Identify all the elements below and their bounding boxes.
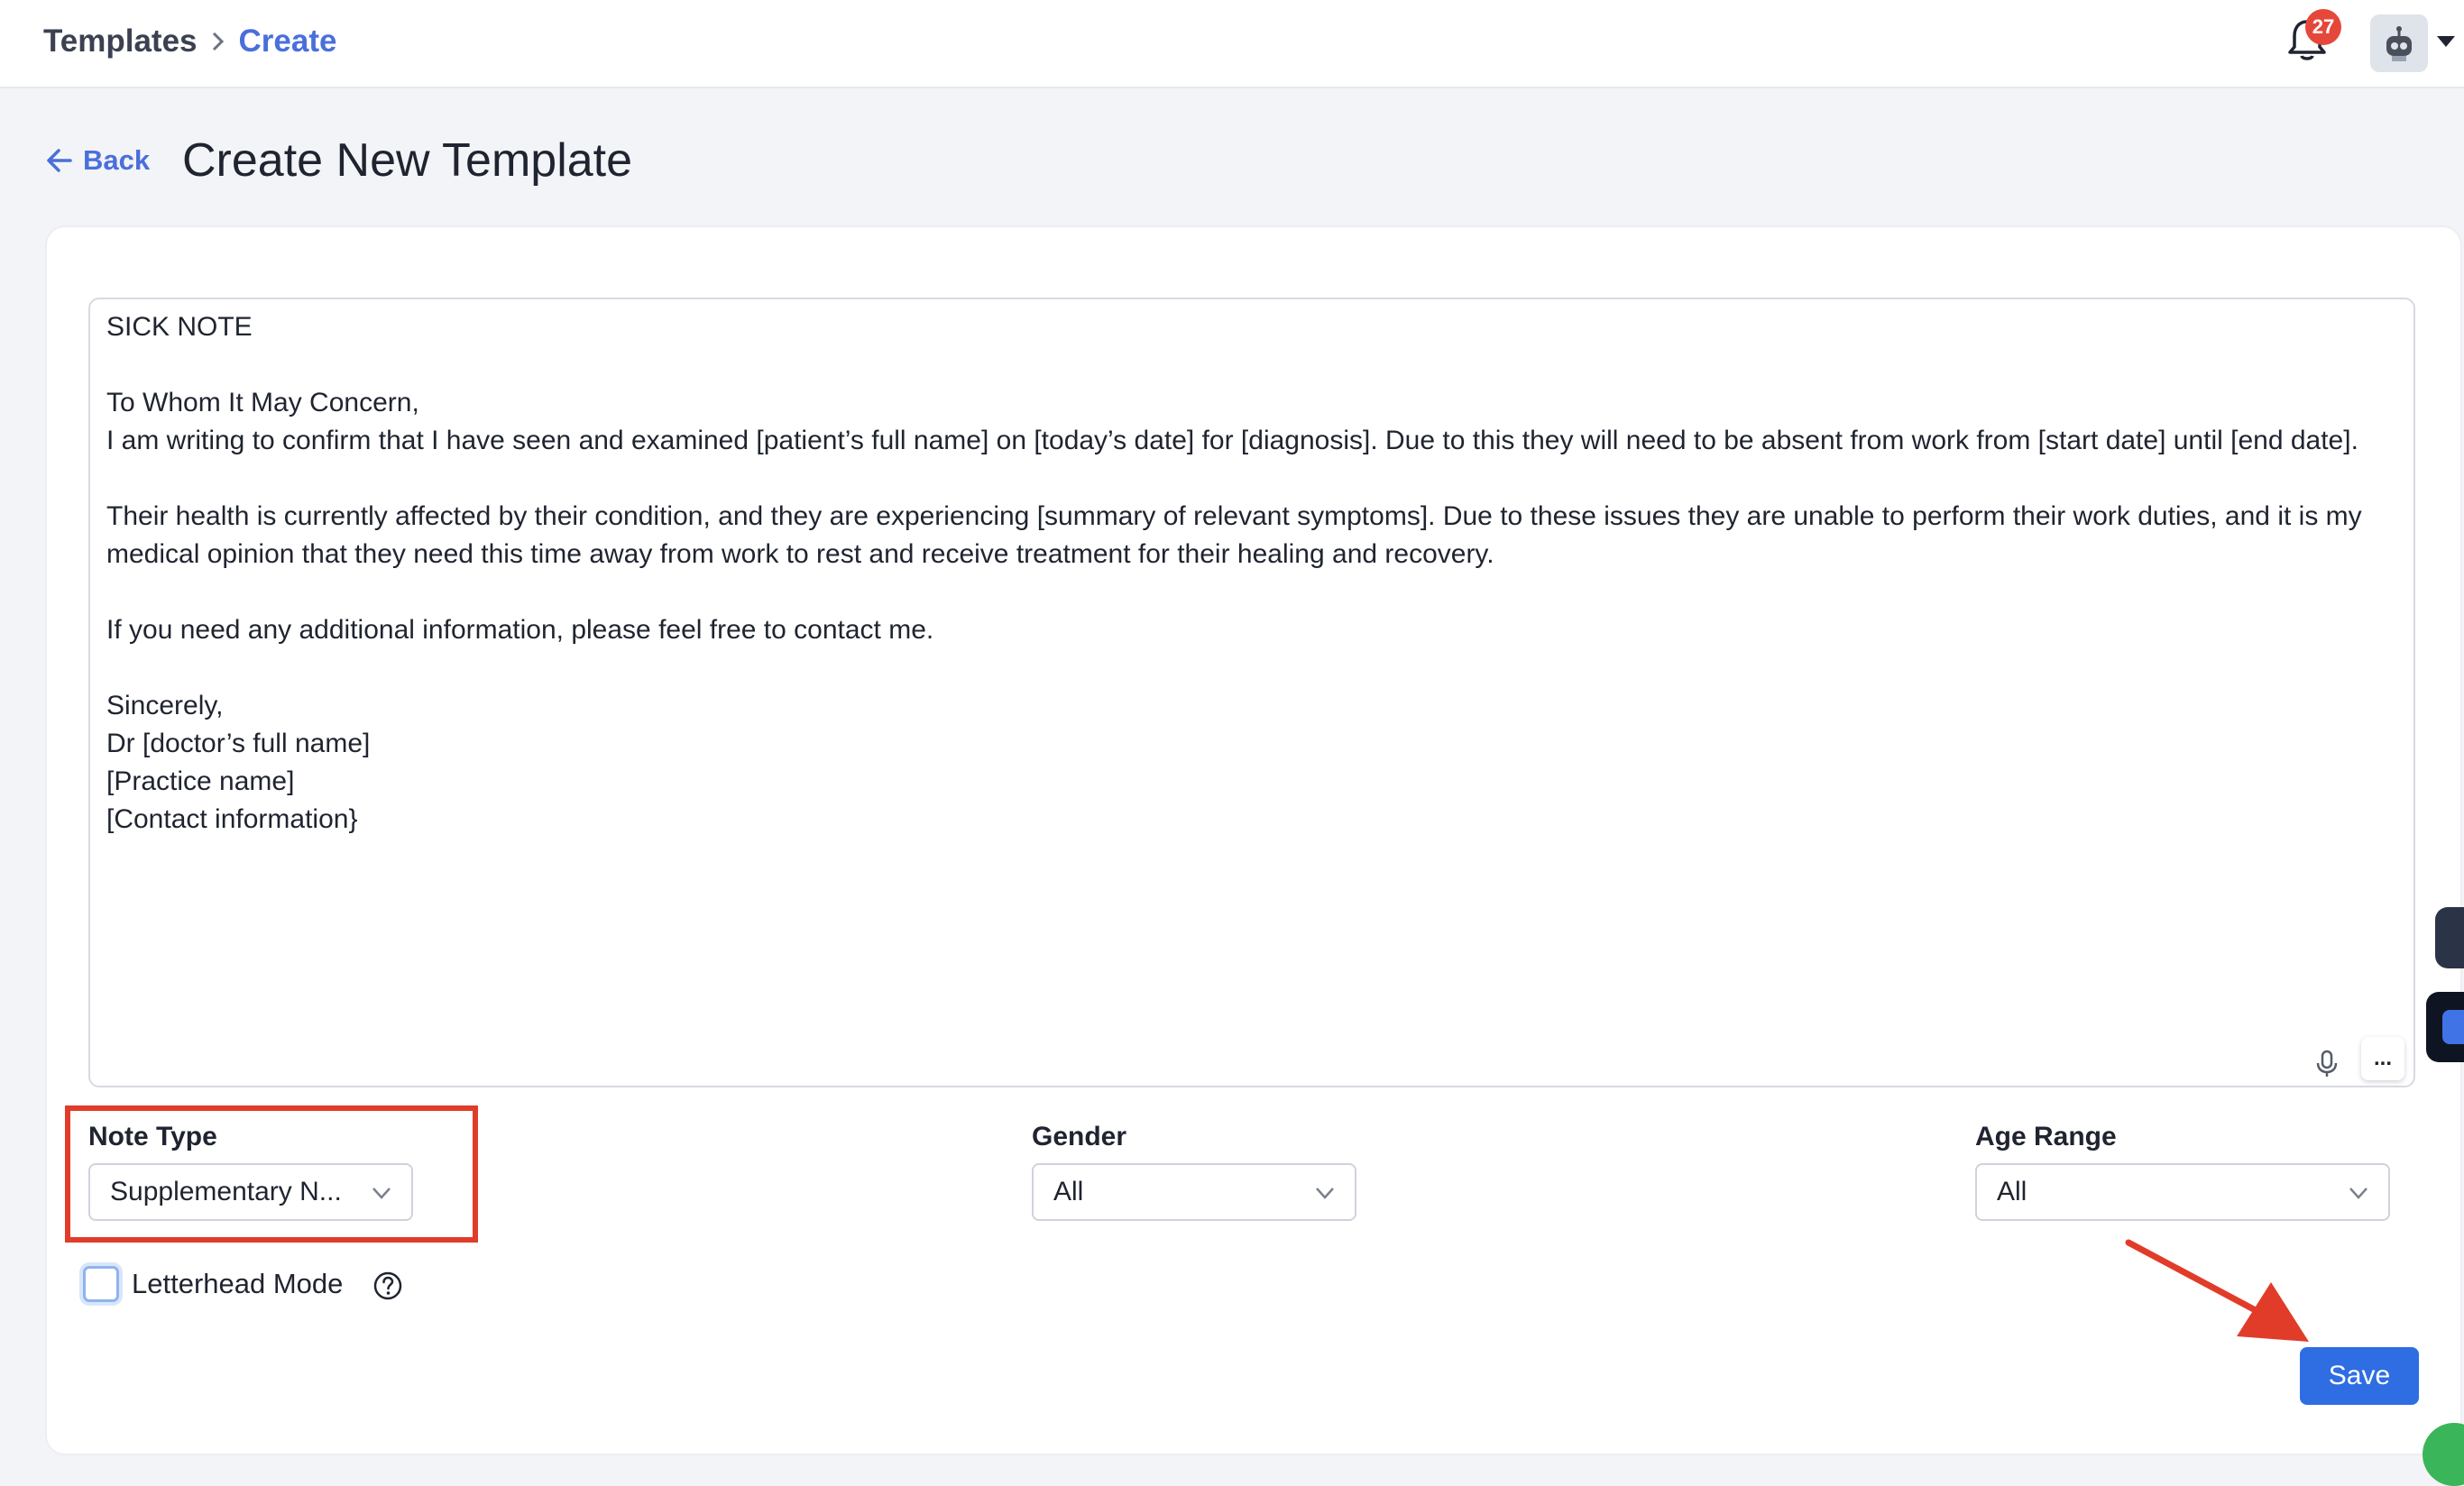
age-range-select[interactable]: [1975, 1163, 2390, 1221]
letterhead-mode-label[interactable]: Letterhead Mode: [132, 1268, 344, 1299]
template-editor[interactable]: [88, 298, 2415, 1087]
chevron-right-icon: [210, 31, 226, 52]
editor-content[interactable]: SICK NOTE To Whom It May Concern, I am writing to confirm that I have seen and examined [patient’s full name] on [today’s date] for [diagnosis]. Due to this they will need to be absent from work from [start date] until [end date]. Their health is currently affected by their condition, and they are experiencing [summary of relevant symptoms]. Due to these issues they are unable to perform their work duties, and it is my medical opinion that they need this time away from work to rest and receive treatment for their healing and recovery. If you need any additional information, please feel free to contact me. Sincerely, Dr [doctor’s full name] [Practice name] [Contact information}: [106, 312, 2362, 834]
page-title: Create New Template: [182, 134, 633, 187]
breadcrumb: [43, 23, 336, 60]
chevron-down-icon: [1313, 1181, 1337, 1205]
note-type-label: Note Type: [88, 1122, 217, 1151]
annotation-arrow: [2119, 1235, 2318, 1353]
mic-icon: [2315, 1050, 2339, 1078]
note-type-value: Supplementary N...: [110, 1177, 342, 1206]
caret-down-icon[interactable]: [2435, 34, 2457, 49]
gender-value: All: [1053, 1177, 1084, 1206]
gender-select[interactable]: [1032, 1163, 1356, 1221]
age-range-label: Age Range: [1975, 1122, 2117, 1151]
help-circle-icon[interactable]: [372, 1270, 404, 1302]
gender-label: Gender: [1032, 1122, 1127, 1151]
notification-count-badge: 27: [2305, 9, 2341, 45]
robot-avatar-icon: [2379, 23, 2419, 63]
dictate-button[interactable]: [2309, 1046, 2345, 1082]
age-range-value: All: [1997, 1177, 2027, 1206]
annotation-highlight: [65, 1105, 478, 1243]
more-options-button[interactable]: ...: [2361, 1037, 2404, 1080]
back-label: Back: [83, 144, 151, 176]
breadcrumb-templates[interactable]: Templates: [43, 23, 198, 59]
arrow-left-icon: [45, 146, 74, 175]
breadcrumb-create: Create: [238, 23, 337, 59]
letterhead-mode-checkbox[interactable]: [83, 1266, 119, 1302]
assistant-side-tab[interactable]: [2435, 907, 2464, 968]
top-bar: [0, 0, 2464, 88]
chevron-down-icon: [2347, 1181, 2370, 1205]
side-tab-icon: [2442, 1010, 2464, 1044]
back-button[interactable]: [45, 144, 150, 177]
secondary-side-tab[interactable]: [2426, 992, 2464, 1062]
save-button[interactable]: Save: [2300, 1347, 2419, 1405]
user-avatar-button[interactable]: [2370, 14, 2428, 72]
